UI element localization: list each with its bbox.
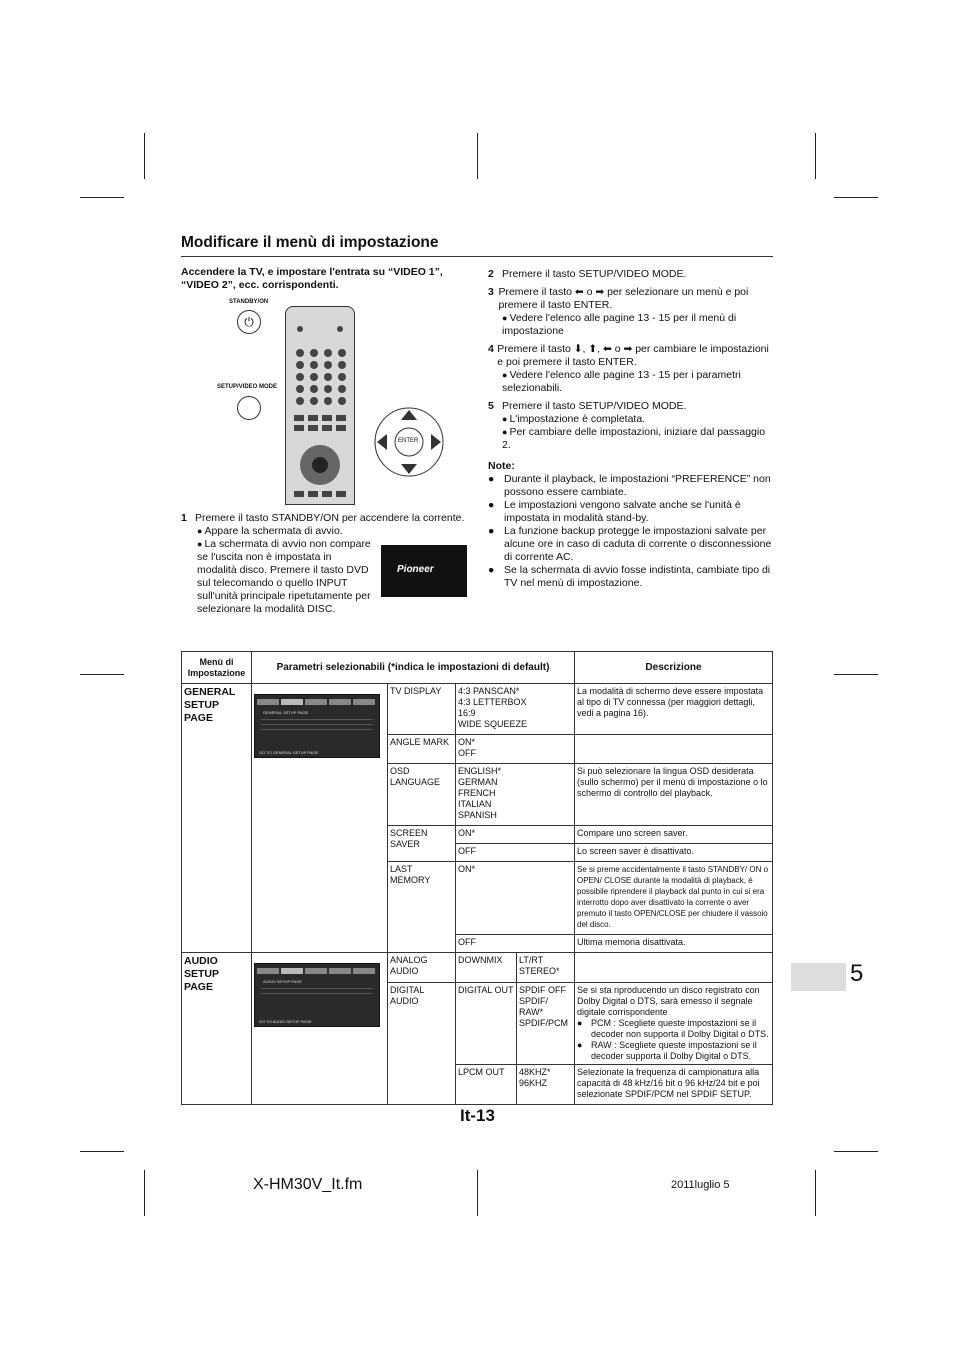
- header-desc: Descrizione: [575, 652, 773, 684]
- standby-button-callout: ⏻: [237, 310, 261, 334]
- tv-display: TV DISPLAY: [388, 684, 456, 735]
- table-header: [182, 652, 773, 684]
- setup-button-callout: [237, 396, 261, 420]
- tv-display-desc: La modalità di schermo deve essere impostata al tipo di TV connessa (per maggiori dettagli, vedi a pagina 16).: [575, 684, 773, 735]
- section-title: Modificare il menù di impostazione: [181, 234, 439, 251]
- digital-audio: DIGITAL AUDIO: [388, 983, 456, 1105]
- lpcm-desc: Selezionate la frequenza di campionatura alla capacità di 48 kHz/16 bit o 96 kHz/24 bit e poi selezionate SPDIF/PCM nel SPDIF SETUP.: [575, 1065, 773, 1105]
- lpcm-out: LPCM OUT: [456, 1065, 517, 1105]
- startup-screen-image: [381, 545, 467, 597]
- settings-table: [181, 651, 773, 1105]
- steps-list: [488, 268, 772, 590]
- audio-screen-cell: [252, 953, 388, 1105]
- step-2: 2 Premere il tasto SETUP/VIDEO MODE.: [488, 268, 687, 280]
- analog-audio: ANALOG AUDIO: [388, 953, 456, 983]
- crop-mark: [834, 674, 878, 675]
- footer-date: 2011luglio 5: [671, 1179, 730, 1191]
- table-row: LAST MEMORY ON* Se si preme accidentalmente il tasto STANDBY/ ON o OPEN/ CLOSE durante la modalità di playback, è possibile riprendere il playback dal punto in cui si era interrotto dopo aver disattivato la corrente o aver premuto il tasto OPEN/CLOSE per chiudere il vassoio del disco.: [182, 862, 773, 935]
- audio-setup-screen: AUDIO SETUP PAGE GO TO AUDIO SETUP PAGE: [254, 963, 380, 1027]
- last-memory: LAST MEMORY: [388, 862, 456, 953]
- step-4: 4 Premere il tasto ⬇, ⬆, ⬅ o ➡ per cambiare le impostazioni e poi premere il tasto ENTER. ● Vedere l'elenco alle pagine 13 - 15 per i parametri selezionabili.: [488, 343, 772, 395]
- title-rule: [181, 256, 773, 257]
- table-row: [182, 953, 773, 983]
- dpad-callout: [373, 406, 445, 478]
- angle-mark: ANGLE MARK: [388, 735, 456, 764]
- intro-text: Accendere la TV, e impostare l'entrata su “VIDEO 1”, “VIDEO 2”, ecc. corrispondenti.: [181, 266, 443, 291]
- downmix: DOWNMIX: [456, 953, 517, 983]
- note-item: ● La funzione backup protegge le impostazioni salvate per alcune ore in caso di caduta di corrente o disconnessione di corrente AC.: [488, 525, 772, 563]
- note-item: ● Durante il playback, le impostazioni “PREFERENCE” non possono essere cambiate.: [488, 473, 771, 498]
- crop-mark: [144, 1170, 145, 1216]
- setup-label: SETUP/VIDEO MODE: [217, 384, 278, 390]
- remote-illustration: [215, 298, 455, 503]
- crop-mark: [834, 197, 878, 198]
- screen-saver: SCREEN SAVER: [388, 826, 456, 862]
- crop-mark: [80, 1151, 124, 1152]
- crop-mark: [815, 1170, 816, 1216]
- general-setup-screen: GENERAL SETUP PAGE GO TO GENERAL SETUP PAGE: [254, 694, 380, 758]
- angle-options: ON* OFF: [456, 735, 575, 764]
- digital-out-desc: Se si sta riproducendo un disco registrato con Dolby Digital o DTS, sarà emesso il segnale digitale corrispondente ● PCM : Scegliete queste impostazioni se il decoder non supporta il Dolby Digital o DTS. ● RAW : Scegliete queste impostazioni se il decoder supporta il Dolby Digital o DTS.: [575, 983, 773, 1065]
- note-item: ● Le impostazioni vengono salvate anche se l'unità è impostata in modalità stand-by.: [488, 499, 741, 524]
- osd-language: OSD LANGUAGE: [388, 764, 456, 826]
- step-3: 3 Premere il tasto ⬅ o ➡ per selezionare un menù e poi premere il tasto ENTER. ● Vedere l'elenco alle pagine 13 - 15 per il menù di impostazione: [488, 286, 772, 338]
- standby-label: STANDBY/ON: [229, 299, 269, 305]
- table-row: OFF Ultima memoria disattivata.: [182, 935, 773, 953]
- downmix-options: LT/RT STEREO*: [517, 953, 575, 983]
- notes-title: Note:: [488, 460, 515, 472]
- note-item: ● Se la schermata di avvio fosse indistinta, cambiate tipo di TV nel menù di impostazione.: [488, 564, 771, 589]
- digital-out-options: SPDIF OFF SPDIF/ RAW* SPDIF/PCM: [517, 983, 575, 1065]
- page-label: It-13: [460, 1106, 495, 1125]
- step-5: 5 Premere il tasto SETUP/VIDEO MODE. ● L'impostazione è completata. ● Per cambiare delle impostazioni, iniziare dal passaggio 2.: [488, 400, 772, 452]
- remote-buttons-icon: [286, 307, 354, 504]
- crop-mark: [477, 1170, 478, 1216]
- crop-mark: [477, 133, 478, 179]
- side-page-number: 5: [850, 960, 864, 987]
- crop-mark: [80, 197, 124, 198]
- lpcm-options: 48KHZ* 96KHZ: [517, 1065, 575, 1105]
- table-row: SCREEN SAVER ON* Compare uno screen saver.: [182, 826, 773, 844]
- digital-out: DIGITAL OUT: [456, 983, 517, 1065]
- header-menu: Menù di Impostazione: [182, 652, 252, 684]
- header-params: Parametri selezionabili (*indica le impostazioni di default): [252, 652, 575, 684]
- menu-audio: AUDIO SETUP PAGE: [182, 953, 252, 1105]
- crop-mark: [815, 133, 816, 179]
- table-row: [182, 684, 773, 735]
- side-tab: [791, 963, 846, 991]
- tv-display-options: 4:3 PANSCAN* 4:3 LETTERBOX 16:9 WIDE SQUEEZE: [456, 684, 575, 735]
- enter-label: ENTER: [398, 438, 419, 444]
- remote-body: [285, 306, 355, 505]
- footer-filename: X-HM30V_It.fm: [253, 1176, 363, 1193]
- crop-mark: [80, 674, 124, 675]
- step-1: 1 Premere il tasto STANDBY/ON per accendere la corrente. ● Appare la schermata di avvio. ● La schermata di avvio non compare se l'uscita non è impostata in modalità disco. Premere il tasto DVD sul telecomando o quello INPUT sull'unità principale ripetutamente per selezionare la modalità DISC.: [181, 512, 471, 616]
- general-screen-cell: [252, 684, 388, 953]
- table-row: OFF Lo screen saver è disattivato.: [182, 844, 773, 862]
- osd-options: ENGLISH* GERMAN FRENCH ITALIAN SPANISH: [456, 764, 575, 826]
- menu-general: GENERAL SETUP PAGE: [182, 684, 252, 953]
- crop-mark: [834, 1151, 878, 1152]
- crop-mark: [144, 133, 145, 179]
- osd-desc: Si può selezionare la lingua OSD desiderata (sullo schermo) per il menù di impostazione o lo schermo di controllo del playback.: [575, 764, 773, 826]
- brand-logo: Pioneer: [397, 564, 434, 575]
